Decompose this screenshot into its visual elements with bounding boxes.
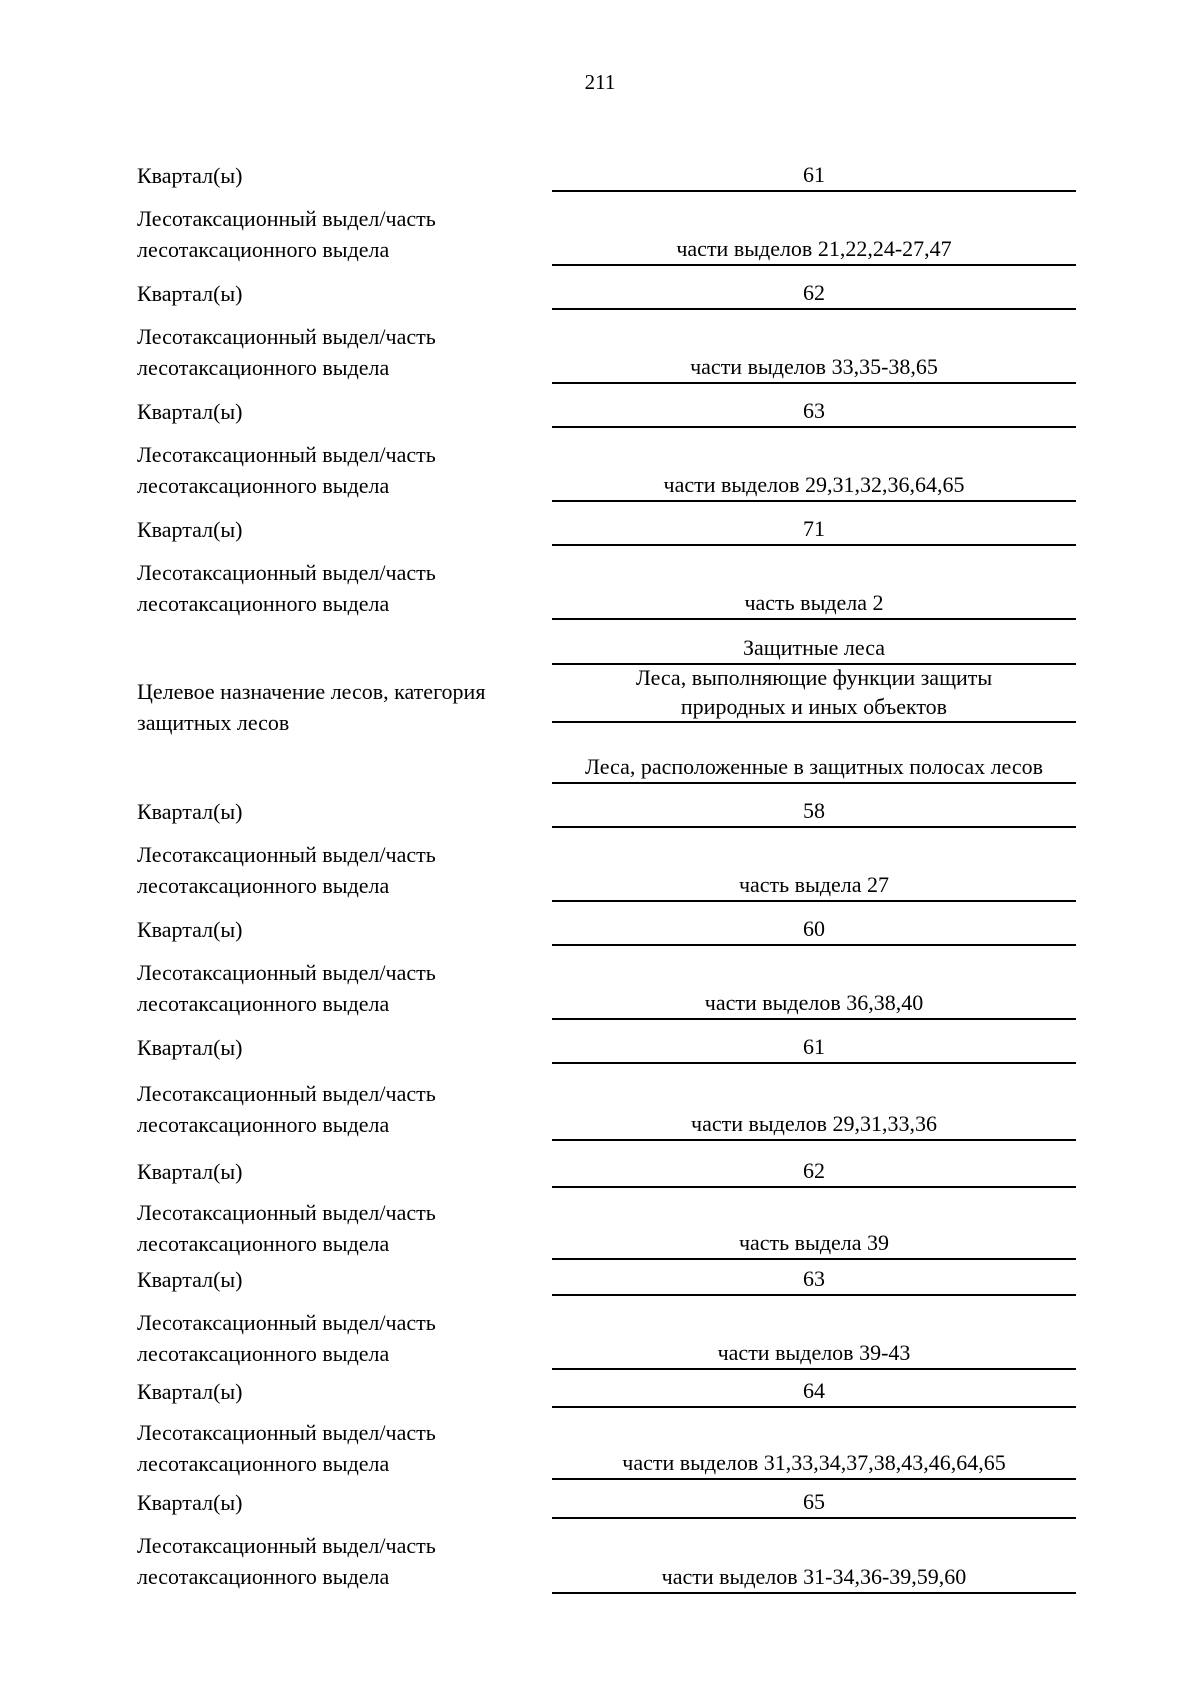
allotment-label <box>137 1307 557 1369</box>
quarter-label: Квартал(ы) <box>137 281 243 306</box>
allotment-label-line1: Лесотаксационный выдел/часть <box>137 1533 436 1558</box>
allotment-label <box>137 321 557 383</box>
allotment-label <box>137 839 557 901</box>
purpose-label-line1: Целевое назначение лесов, категория <box>137 679 486 704</box>
allotment-label-line1: Лесотаксационный выдел/часть <box>137 442 436 467</box>
allotment-label-line1: Лесотаксационный выдел/часть <box>137 1200 436 1225</box>
quarter-value: 63 <box>552 1264 1076 1296</box>
quarter-label: Квартал(ы) <box>137 1035 243 1060</box>
quarter-value: 63 <box>552 396 1076 428</box>
quarter-label: Квартал(ы) <box>137 1267 243 1292</box>
protective-category-line1: Леса, выполняющие функции защиты <box>635 665 993 690</box>
quarter-label: Квартал(ы) <box>137 399 243 424</box>
allotment-label-line1: Лесотаксационный выдел/часть <box>137 1420 436 1445</box>
allotment-label-line1: Лесотаксационный выдел/часть <box>137 842 436 867</box>
protective-category-value <box>552 663 1076 723</box>
purpose-label-line2: защитных лесов <box>137 710 290 735</box>
quarter-label: Квартал(ы) <box>137 799 243 824</box>
allotment-label-line2: лесотаксационного выдела <box>137 1112 390 1137</box>
allotment-label-line2: лесотаксационного выдела <box>137 1341 390 1366</box>
protective-subcategory-value: Леса, расположенные в защитных полосах лесов <box>552 752 1076 784</box>
allotment-value: части выделов 33,35-38,65 <box>552 352 1076 384</box>
allotment-label-line1: Лесотаксационный выдел/часть <box>137 1081 436 1106</box>
allotment-label <box>137 203 557 265</box>
allotment-value: части выделов 21,22,24-27,47 <box>552 234 1076 266</box>
allotment-label <box>137 557 557 619</box>
allotment-label-line2: лесотаксационного выдела <box>137 991 390 1016</box>
quarter-value: 62 <box>552 278 1076 310</box>
allotment-label <box>137 1530 557 1592</box>
allotment-label-line2: лесотаксационного выдела <box>137 873 390 898</box>
allotment-label-line2: лесотаксационного выдела <box>137 473 390 498</box>
allotment-value: части выделов 29,31,33,36 <box>552 1109 1076 1141</box>
allotment-value: части выделов 39-43 <box>552 1338 1076 1370</box>
quarter-value: 61 <box>552 160 1076 192</box>
allotment-label-line1: Лесотаксационный выдел/часть <box>137 324 436 349</box>
protective-category-line2: природных и иных объектов <box>680 694 948 719</box>
allotment-label <box>137 957 557 1019</box>
allotment-value: части выделов 36,38,40 <box>552 988 1076 1020</box>
purpose-label <box>137 676 557 738</box>
quarter-label: Квартал(ы) <box>137 517 243 542</box>
allotment-label-line2: лесотаксационного выдела <box>137 1564 390 1589</box>
allotment-label-line1: Лесотаксационный выдел/часть <box>137 1310 436 1335</box>
allotment-value: часть выдела 27 <box>552 870 1076 902</box>
quarter-label: Квартал(ы) <box>137 1490 243 1515</box>
quarter-value: 60 <box>552 914 1076 946</box>
allotment-label <box>137 1197 557 1259</box>
allotment-label-line2: лесотаксационного выдела <box>137 591 390 616</box>
page-number: 211 <box>584 70 616 94</box>
allotment-label-line2: лесотаксационного выдела <box>137 1451 390 1476</box>
quarter-value: 58 <box>552 796 1076 828</box>
quarter-label: Квартал(ы) <box>137 917 243 942</box>
allotment-label-line2: лесотаксационного выдела <box>137 355 390 380</box>
allotment-value: часть выдела 2 <box>552 588 1076 620</box>
quarter-value: 71 <box>552 514 1076 546</box>
allotment-label-line1: Лесотаксационный выдел/часть <box>137 960 436 985</box>
quarter-value: 65 <box>552 1487 1076 1519</box>
allotment-label <box>137 1078 557 1140</box>
allotment-value: части выделов 29,31,32,36,64,65 <box>552 470 1076 502</box>
quarter-label: Квартал(ы) <box>137 163 243 188</box>
quarter-value: 62 <box>552 1156 1076 1188</box>
allotment-value: части выделов 31,33,34,37,38,43,46,64,65 <box>552 1448 1076 1480</box>
quarter-value: 64 <box>552 1376 1076 1408</box>
forest-type-value: Защитные леса <box>552 633 1076 665</box>
quarter-value: 61 <box>552 1032 1076 1064</box>
allotment-label <box>137 439 557 501</box>
quarter-label: Квартал(ы) <box>137 1379 243 1404</box>
allotment-label-line1: Лесотаксационный выдел/часть <box>137 206 436 231</box>
allotment-value: части выделов 31-34,36-39,59,60 <box>552 1562 1076 1594</box>
allotment-label-line2: лесотаксационного выдела <box>137 1231 390 1256</box>
allotment-label-line1: Лесотаксационный выдел/часть <box>137 560 436 585</box>
allotment-label <box>137 1417 557 1479</box>
allotment-value: часть выдела 39 <box>552 1228 1076 1260</box>
quarter-label: Квартал(ы) <box>137 1159 243 1184</box>
allotment-label-line2: лесотаксационного выдела <box>137 237 390 262</box>
